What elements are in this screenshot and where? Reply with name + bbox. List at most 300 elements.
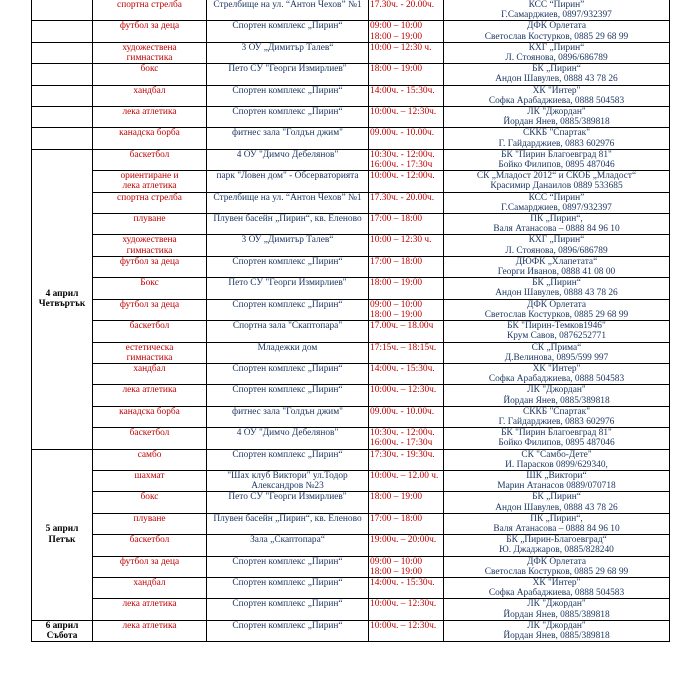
club-cell [444, 342, 670, 363]
cell-line: Спортна зала "Скаптопара" [232, 321, 343, 332]
cell-line: футбол за деца [119, 256, 180, 267]
cell-line: Светослав Костурков, 0885 29 68 99 [484, 309, 629, 320]
cell-line: 19:00ч. – 20:00ч. [370, 535, 437, 546]
table-row [32, 256, 670, 277]
cell-line: СК „Младост 2012“ и СКОБ „Младост“ [476, 171, 637, 182]
time-cell [369, 406, 444, 427]
cell-line: лека атлетика [122, 385, 177, 396]
day-cell [32, 149, 93, 449]
cell-line: 4 ОУ "Димчо Дебелянов" [236, 428, 339, 439]
venue-cell [207, 256, 369, 277]
venue-cell [207, 363, 369, 384]
club-cell [444, 214, 670, 235]
table-row [32, 513, 670, 534]
cell-line: ДФК Орлетата [526, 299, 587, 310]
time-cell [369, 535, 444, 556]
cell-line: Бойко Филипов, 0895 487046 [498, 160, 615, 171]
cell-line: Пето СУ "Георги Измирлиев" [228, 492, 347, 503]
table-row [32, 535, 670, 556]
cell-line: ЛК "Джордан" [527, 107, 586, 118]
cell-line: Александров №23 [251, 481, 324, 492]
cell-line: Пето СУ "Георги Измирлиев" [228, 64, 347, 75]
time-cell [369, 620, 444, 641]
time-cell [369, 0, 444, 21]
cell-line: Йордан Янев, 0885/389818 [503, 117, 610, 128]
venue-cell [207, 21, 369, 42]
time-cell [369, 235, 444, 256]
sport-cell [93, 470, 207, 491]
cell-line: 10:00ч. – 12:30ч. [370, 385, 437, 396]
club-cell [444, 171, 670, 192]
table-row [32, 599, 670, 620]
cell-line: Андон Шавулев, 0888 43 78 26 [495, 74, 618, 85]
time-cell [369, 577, 444, 598]
time-cell [369, 107, 444, 128]
cell-line: ХК "Интер" [532, 85, 581, 96]
cell-line: И. Парасков 0899/629340, [505, 459, 608, 470]
cell-line: Спортен комплекс „Пирин“ [232, 299, 343, 310]
cell-line: Андон Шавулев, 0888 43 78 26 [495, 288, 618, 299]
table-row [32, 0, 670, 21]
time-cell [369, 149, 444, 170]
time-cell [369, 470, 444, 491]
venue-cell [207, 85, 369, 106]
time-cell [369, 556, 444, 577]
sport-cell [93, 64, 207, 85]
time-cell [369, 299, 444, 320]
cell-line: ДФК Орлетата [526, 556, 587, 567]
cell-line: 09.00ч. - 10.00ч. [370, 406, 435, 417]
cell-line: лека атлетика [122, 107, 177, 118]
cell-line: Г.Самарджиев, 0897/932397 [501, 10, 612, 21]
sport-cell [93, 85, 207, 106]
cell-line: Г.Самарджиев, 0897/932397 [501, 202, 612, 213]
club-cell [444, 321, 670, 342]
cell-line: БК "Пирин-Темков1946" [507, 321, 606, 332]
sport-cell [93, 299, 207, 320]
cell-line: Плувен басейн „Пирин“, кв. Еленово [213, 513, 362, 524]
cell-line: 17.30ч. - 20.00ч. [370, 0, 435, 10]
club-cell [444, 278, 670, 299]
venue-cell [207, 321, 369, 342]
day-cell [32, 449, 93, 620]
cell-line: естетическа [125, 342, 174, 353]
cell-line: 18:00 – 19:00 [370, 64, 423, 75]
time-cell [369, 342, 444, 363]
cell-line: Софка Арабаджиева, 0888 504583 [488, 95, 625, 106]
time-cell [369, 363, 444, 384]
sport-cell [93, 256, 207, 277]
cell-line: БК "Пирин Благоевград 81" [501, 149, 612, 160]
club-cell [444, 599, 670, 620]
cell-line: Крум Савов, 0876252771 [506, 331, 607, 342]
cell-line: БК „Пирин“ [532, 64, 581, 75]
cell-line: Стрелбище на ул. “Антон Чехов” №1 [213, 192, 362, 203]
cell-line: лека атлетика [122, 620, 177, 631]
cell-line: Спортен комплекс „Пирин“ [232, 620, 343, 631]
cell-line: баскетбол [129, 149, 170, 160]
cell-line: Софка Арабаджиева, 0888 504583 [488, 374, 625, 385]
cell-line: баскетбол [129, 535, 170, 546]
table-row [32, 492, 670, 513]
cell-line: 10:00ч. – 12:30ч. [370, 599, 437, 610]
cell-line: гимнастика [126, 53, 173, 64]
cell-line: БК „Пирин“ [532, 492, 581, 503]
venue-cell [207, 192, 369, 213]
cell-line: Красимир Данаилов 0889 533685 [490, 181, 623, 192]
venue-cell [207, 64, 369, 85]
cell-line: 18:00 – 19:00 [370, 492, 423, 503]
cell-line: Светослав Костурков, 0885 29 68 99 [484, 31, 629, 42]
cell-line: 16:00ч. - 17:30ч [370, 160, 433, 171]
cell-line: Зала „Скаптопара“ [250, 535, 325, 546]
cell-line: футбол за деца [119, 21, 180, 32]
cell-line: канадска борба [119, 128, 180, 139]
cell-line: Л. Стоянова, 0896/686789 [505, 245, 608, 256]
club-cell [444, 85, 670, 106]
table-row [32, 299, 670, 320]
cell-line: 16:00ч. - 17:30ч [370, 438, 433, 449]
day-cell [32, 620, 93, 641]
club-cell [444, 42, 670, 63]
cell-line: БК „Пирин“ [532, 278, 581, 289]
cell-line: лека атлетика [122, 181, 177, 192]
venue-cell [207, 0, 369, 21]
sport-cell [93, 492, 207, 513]
cell-line: бокс [140, 492, 159, 503]
cell-line: баскетбол [129, 321, 170, 332]
time-cell [369, 278, 444, 299]
cell-line: Младежки дом [257, 342, 318, 353]
cell-line: КХГ „Пирин“ [528, 42, 585, 53]
cell-line: ШК „Виктори“ [526, 470, 587, 481]
cell-line: 3 ОУ „Димитър Талев“ [241, 42, 334, 53]
venue-cell [207, 470, 369, 491]
cell-line: 10:00ч. – 12:30ч. [370, 107, 437, 118]
venue-cell [207, 235, 369, 256]
time-cell [369, 214, 444, 235]
day-cell-empty [32, 128, 93, 149]
sport-cell [93, 406, 207, 427]
cell-line: Спортен комплекс „Пирин“ [232, 385, 343, 396]
table-row [32, 385, 670, 406]
table-row [32, 449, 670, 470]
cell-line: Йордан Янев, 0885/389818 [503, 630, 610, 641]
venue-cell [207, 406, 369, 427]
time-cell [369, 256, 444, 277]
cell-line: ХК "Интер" [532, 363, 581, 374]
table-row [32, 577, 670, 598]
venue-cell [207, 149, 369, 170]
cell-line: Спортен комплекс „Пирин“ [232, 85, 343, 96]
cell-line: 4 ОУ "Димчо Дебелянов" [236, 149, 339, 160]
cell-line: Софка Арабаджиева, 0888 504583 [488, 588, 625, 599]
sport-cell [93, 128, 207, 149]
cell-line: 17:00 – 18:00 [370, 513, 423, 524]
club-cell [444, 577, 670, 598]
club-cell [444, 385, 670, 406]
cell-line: художествена [122, 42, 177, 53]
sport-cell [93, 556, 207, 577]
cell-line: Йордан Янев, 0885/389818 [503, 395, 610, 406]
cell-line: Бокс [140, 278, 159, 289]
table-row [32, 428, 670, 449]
table-row [32, 85, 670, 106]
sport-cell [93, 171, 207, 192]
cell-line: Светослав Костурков, 0885 29 68 99 [484, 566, 629, 577]
sport-cell [93, 363, 207, 384]
time-cell [369, 192, 444, 213]
venue-cell [207, 107, 369, 128]
cell-line: 5 април [45, 524, 79, 535]
day-cell-empty [32, 64, 93, 85]
cell-line: канадска борба [119, 406, 180, 417]
time-cell [369, 321, 444, 342]
cell-line: Йордан Янев, 0885/389818 [503, 609, 610, 620]
sport-cell [93, 599, 207, 620]
table-row [32, 556, 670, 577]
cell-line: 14:00ч. - 15:30ч. [370, 577, 435, 588]
cell-line: 18:00 – 19:00 [370, 566, 423, 577]
cell-line: гимнастика [126, 245, 173, 256]
venue-cell [207, 577, 369, 598]
cell-line: Пето СУ "Георги Измирлиев" [228, 278, 347, 289]
cell-line: 10:00 – 12:30 ч. [370, 42, 432, 53]
club-cell [444, 449, 670, 470]
cell-line: Спортен комплекс „Пирин“ [232, 449, 343, 460]
cell-line: Д.Велинова, 0895/599 997 [504, 352, 609, 363]
sport-cell [93, 149, 207, 170]
cell-line: "Шах клуб Виктори" ул.Тодор [227, 470, 348, 481]
table-row [32, 321, 670, 342]
cell-line: СК „Прима“ [531, 342, 582, 353]
time-cell [369, 599, 444, 620]
venue-cell [207, 599, 369, 620]
cell-line: 10:30ч. - 12:00ч. [370, 428, 435, 439]
cell-line: 09:00 – 10:00 [370, 556, 423, 567]
sport-cell [93, 21, 207, 42]
cell-line: 17:00 – 18:00 [370, 214, 423, 225]
sport-cell [93, 107, 207, 128]
cell-line: СККБ "Спартак" [522, 406, 591, 417]
cell-line: Петък [48, 534, 76, 545]
time-cell [369, 449, 444, 470]
sport-cell [93, 449, 207, 470]
table-row [32, 620, 670, 641]
cell-line: 10:30ч. - 12:00ч. [370, 149, 435, 160]
cell-line: спортна стрелба [117, 0, 182, 10]
cell-line: шахмат [134, 470, 165, 481]
table-row [32, 363, 670, 384]
cell-line: Г. Гайдарджиев, 0883 602976 [498, 138, 615, 149]
time-cell [369, 128, 444, 149]
cell-line: 10:00ч. – 12:30ч. [370, 620, 437, 631]
table-row [32, 149, 670, 170]
venue-cell [207, 449, 369, 470]
sport-cell [93, 42, 207, 63]
sport-cell [93, 620, 207, 641]
club-cell [444, 64, 670, 85]
time-cell [369, 428, 444, 449]
table-row [32, 235, 670, 256]
cell-line: Четвъртък [38, 299, 86, 310]
schedule-table [31, 0, 670, 642]
table-row [32, 21, 670, 42]
club-cell [444, 556, 670, 577]
time-cell [369, 21, 444, 42]
venue-cell [207, 620, 369, 641]
cell-line: Ю. Джаджаров, 0885/828240 [499, 545, 614, 556]
cell-line: ДФК Орлетата [526, 21, 587, 32]
sport-cell [93, 577, 207, 598]
cell-line: фитнес зала "Голдън джим" [232, 128, 343, 139]
cell-line: ЛК "Джордан" [527, 385, 586, 396]
cell-line: 09.00ч. - 10.00ч. [370, 128, 435, 139]
cell-line: БК „Пирин-Благоевград“ [506, 535, 607, 546]
day-cell-empty [32, 21, 93, 42]
cell-line: лека атлетика [122, 599, 177, 610]
time-cell [369, 385, 444, 406]
cell-line: Спортен комплекс „Пирин“ [232, 363, 343, 374]
club-cell [444, 21, 670, 42]
club-cell [444, 128, 670, 149]
cell-line: 18:00 – 19:00 [370, 31, 423, 42]
cell-line: ЛК "Джордан" [527, 620, 586, 631]
cell-line: ПК „Пирин“, [530, 513, 583, 524]
cell-line: баскетбол [129, 428, 170, 439]
table-row [32, 64, 670, 85]
cell-line: спортна стрелба [117, 192, 182, 203]
cell-line: Марин Атанасов 0889/070718 [497, 481, 616, 492]
time-cell [369, 492, 444, 513]
time-cell [369, 85, 444, 106]
cell-line: плуване [133, 214, 166, 225]
table-row [32, 342, 670, 363]
club-cell [444, 149, 670, 170]
sport-cell [93, 321, 207, 342]
cell-line: Спортен комплекс „Пирин“ [232, 21, 343, 32]
cell-line: футбол за деца [119, 556, 180, 567]
cell-line: КСС “Пирин” [528, 0, 585, 10]
cell-line: хандбал [133, 85, 166, 96]
sport-cell [93, 342, 207, 363]
cell-line: художествена [122, 235, 177, 246]
table-row [32, 278, 670, 299]
table-row [32, 406, 670, 427]
club-cell [444, 256, 670, 277]
sport-cell [93, 235, 207, 256]
cell-line: Валя Атанасова – 0888 84 96 10 [493, 523, 620, 534]
cell-line: 17:30ч. - 19:30ч. [370, 449, 435, 460]
day-cell-empty [32, 107, 93, 128]
cell-line: 17.00ч. – 18.00ч [370, 321, 434, 332]
cell-line: парк "Ловен дом" - Обсерваторията [216, 171, 359, 182]
cell-line: Спортен комплекс „Пирин“ [232, 599, 343, 610]
cell-line: БК "Пирин Благоевград 81" [501, 428, 612, 439]
cell-line: Андон Шавулев, 0888 43 78 26 [495, 502, 618, 513]
sport-cell [93, 428, 207, 449]
cell-line: фитнес зала "Голдън джим" [232, 406, 343, 417]
sport-cell [93, 214, 207, 235]
table-row [32, 192, 670, 213]
sport-cell [93, 278, 207, 299]
table-row [32, 128, 670, 149]
cell-line: 18:00 – 19:00 [370, 309, 423, 320]
cell-line: хандбал [133, 363, 166, 374]
club-cell [444, 192, 670, 213]
club-cell [444, 107, 670, 128]
cell-line: 6 април [45, 620, 79, 631]
venue-cell [207, 214, 369, 235]
sport-cell [93, 513, 207, 534]
venue-cell [207, 299, 369, 320]
cell-line: ПК „Пирин“, [530, 214, 583, 225]
table-row [32, 42, 670, 63]
table-row [32, 214, 670, 235]
cell-line: футбол за деца [119, 299, 180, 310]
club-cell [444, 406, 670, 427]
cell-line: Стрелбище на ул. “Антон Чехов” №1 [213, 0, 362, 10]
club-cell [444, 428, 670, 449]
day-cell-empty [32, 85, 93, 106]
sport-cell [93, 385, 207, 406]
cell-line: Георги Иванов, 0888 41 08 00 [497, 267, 616, 278]
sport-cell [93, 0, 207, 21]
cell-line: Спортен комплекс „Пирин“ [232, 556, 343, 567]
cell-line: самбо [137, 449, 162, 460]
day-cell-empty [32, 0, 93, 21]
cell-line: КСС “Пирин” [528, 192, 585, 203]
club-cell [444, 492, 670, 513]
cell-line: 17:00 – 18:00 [370, 256, 423, 267]
sport-cell [93, 535, 207, 556]
cell-line: Г. Гайдарджиев, 0883 602976 [498, 416, 615, 427]
sport-cell [93, 192, 207, 213]
venue-cell [207, 278, 369, 299]
venue-cell [207, 171, 369, 192]
venue-cell [207, 428, 369, 449]
time-cell [369, 171, 444, 192]
venue-cell [207, 492, 369, 513]
cell-line: 09:00 – 10:00 [370, 21, 423, 32]
cell-line: 09:00 – 10:00 [370, 299, 423, 310]
table-row [32, 107, 670, 128]
club-cell [444, 535, 670, 556]
venue-cell [207, 385, 369, 406]
cell-line: плуване [133, 513, 166, 524]
club-cell [444, 513, 670, 534]
cell-line: Събота [46, 630, 78, 641]
club-cell [444, 363, 670, 384]
cell-line: бокс [140, 64, 159, 75]
time-cell [369, 64, 444, 85]
schedule-body [32, 0, 670, 642]
cell-line: СККБ "Спартак" [522, 128, 591, 139]
venue-cell [207, 535, 369, 556]
club-cell [444, 299, 670, 320]
cell-line: гимнастика [126, 352, 173, 363]
cell-line: 18:00 – 19:00 [370, 278, 423, 289]
table-row [32, 171, 670, 192]
venue-cell [207, 42, 369, 63]
cell-line: 17:15ч. – 18:15ч. [370, 342, 437, 353]
cell-line: ЛК "Джордан" [527, 599, 586, 610]
cell-line: Спортен комплекс „Пирин“ [232, 256, 343, 267]
cell-line: Валя Атанасова – 0888 84 96 10 [493, 224, 620, 235]
cell-line: Л. Стоянова, 0896/686789 [505, 53, 608, 64]
cell-line: 17.30ч. - 20.00ч. [370, 192, 435, 203]
cell-line: ориентиране и [120, 171, 179, 182]
